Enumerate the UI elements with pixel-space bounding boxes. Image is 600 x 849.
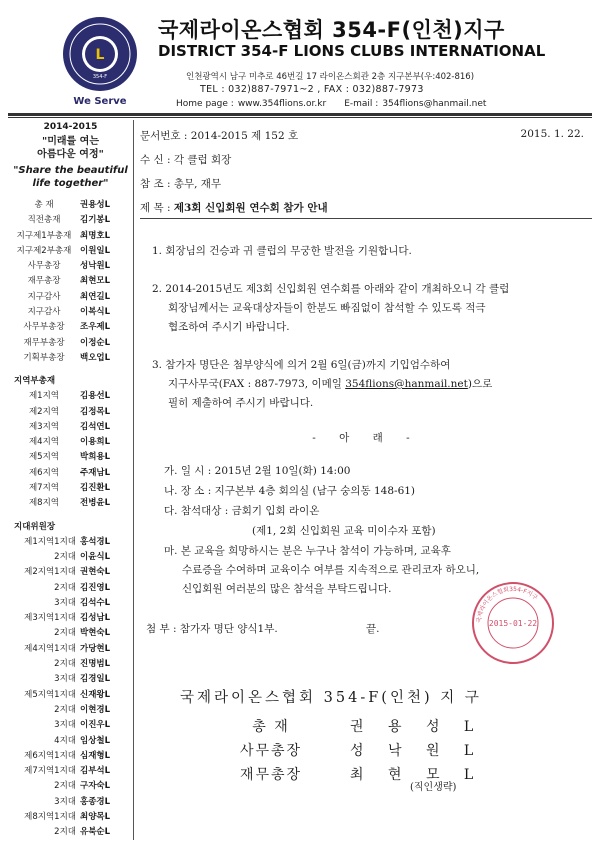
position-title: 지구제1부총재 xyxy=(16,230,72,241)
position-title: 사무총장 xyxy=(27,261,61,272)
position-title: 2지대 xyxy=(54,628,76,639)
item-datetime: 가. 일 시 : 2015년 2월 10일(화) 14:00 xyxy=(164,465,351,477)
position-title: 2지대 xyxy=(54,704,76,715)
sidebar-row xyxy=(8,779,133,794)
position-title: 2지대 xyxy=(54,582,76,593)
member-name: 조우제L xyxy=(80,322,111,333)
member-name: 박희용L xyxy=(80,452,111,463)
member-name: 이정순L xyxy=(80,337,111,348)
email-label: E-mail : xyxy=(344,99,379,109)
member-name: 김석수L xyxy=(80,597,111,608)
position-title: 3지대 xyxy=(54,720,76,731)
officer-sidebar xyxy=(8,120,134,840)
sidebar-row xyxy=(8,764,133,779)
member-name: 주재남L xyxy=(80,467,111,478)
position-title: 제6지역1지대 xyxy=(24,750,76,761)
member-name: 이원일L xyxy=(80,245,111,256)
document-date: 2015. 1. 22. xyxy=(520,128,584,140)
member-name: 최양목L xyxy=(80,811,111,822)
member-name: 홍석경L xyxy=(80,536,111,547)
sidebar-row xyxy=(8,450,133,465)
position-title: 제7지역 xyxy=(28,483,60,494)
position-title: 3지대 xyxy=(54,597,76,608)
member-name: 김석연L xyxy=(80,421,111,432)
member-name: 박현숙L xyxy=(80,628,111,639)
letterhead xyxy=(0,0,600,120)
member-name: 김부석L xyxy=(80,766,111,777)
sidebar-row xyxy=(8,351,133,366)
position-title: 제8지역 xyxy=(28,498,60,509)
member-name: 최연길L xyxy=(80,291,111,302)
org-tel-fax: TEL : 032)887-7971~2 , FAX : 032)887-7973 xyxy=(200,84,424,95)
member-name: 전병윤L xyxy=(80,498,111,509)
recipient: 수 신 : 각 클럽 회장 xyxy=(140,154,232,166)
sidebar-row xyxy=(8,734,133,749)
position-title: 재무부총장 xyxy=(23,337,65,348)
member-name: 김경일L xyxy=(80,674,111,685)
position-title: 사무부총장 xyxy=(23,322,65,333)
member-name: 김기봉L xyxy=(80,215,111,226)
region-list xyxy=(8,389,133,511)
subject-label: 제 목 : xyxy=(140,202,171,214)
attachment: 첨 부 : 참가자 명단 양식1부. xyxy=(146,623,278,635)
org-web-email xyxy=(176,99,490,109)
position-title: 제3지역 xyxy=(28,421,60,432)
sidebar-row xyxy=(8,320,133,335)
position-title: 2지대 xyxy=(54,827,76,838)
org-title-korean: 국제라이온스협회 354-F(인천)지구 xyxy=(158,18,505,42)
sidebar-row xyxy=(8,611,133,626)
sidebar-row xyxy=(8,244,133,259)
position-title: 제6지역 xyxy=(28,467,60,478)
sidebar-row xyxy=(8,305,133,320)
sidebar-row xyxy=(8,259,133,274)
sidebar-row xyxy=(8,420,133,435)
position-title: 제3지역1지대 xyxy=(24,613,76,624)
subject-text: 제3회 신입회원 연수회 참가 안내 xyxy=(173,202,328,214)
paragraph-2: 2. 2014-2015년도 제3회 신입회원 연수회를 아래와 같이 개최하오니 각 클럽 회장님께서는 교육대상자들이 한분도 빠짐없이 참석할 수 있도록 적극 협조하여 주시기 바랍니다. xyxy=(152,283,510,333)
member-name: 이현경L xyxy=(80,704,111,715)
member-name: 이진우L xyxy=(80,720,111,731)
position-title: 2지대 xyxy=(54,781,76,792)
sidebar-row xyxy=(8,810,133,825)
home-link[interactable]: www.354flions.or.kr xyxy=(237,99,327,109)
sidebar-row xyxy=(8,274,133,289)
sidebar-row xyxy=(8,581,133,596)
member-name: 김성남L xyxy=(80,613,111,624)
position-title: 4지대 xyxy=(54,735,76,746)
letter-body xyxy=(140,120,592,840)
slogan-english: "Share the beautiful life together" xyxy=(13,165,128,189)
member-name: 이복식L xyxy=(80,307,111,318)
sidebar-row xyxy=(8,657,133,672)
sidebar-row xyxy=(8,229,133,244)
member-name: 권현숙L xyxy=(80,567,111,578)
position-title: 재무총장 xyxy=(27,276,61,287)
email-link[interactable]: 354flions@hanmail.net xyxy=(382,99,487,109)
sidebar-row xyxy=(8,596,133,611)
sidebar-row xyxy=(8,795,133,810)
home-label: Home page : xyxy=(176,99,234,109)
sidebar-row xyxy=(8,198,133,213)
we-serve-motto: We Serve xyxy=(73,96,127,107)
sidebar-row xyxy=(8,825,133,840)
item-location: 나. 장 소 : 지구본부 4층 회의실 (남구 숭의동 148-61) xyxy=(164,485,416,497)
position-title: 3지대 xyxy=(54,796,76,807)
member-name: 이용희L xyxy=(80,437,111,448)
member-name: 신재왕L xyxy=(80,689,111,700)
email-link-body[interactable]: 354flions@hanmail.net xyxy=(345,378,468,390)
paragraph-3: 3. 참가자 명단은 첨부양식에 의거 2월 6일(금)까지 기입엄수하여 지구사무국(FAX : 887-7973, 이메일 354flions@hanmail.net)으로 필히 제출하여 주시기 바랍니다. xyxy=(152,359,493,409)
slogan-korean: "미래를 여는 아름다운 여정" xyxy=(37,136,104,160)
position-title: 2지대 xyxy=(54,551,76,562)
signer-role: 총 재 xyxy=(252,719,290,735)
sidebar-row xyxy=(8,405,133,420)
position-title: 제5지역 xyxy=(28,452,60,463)
sidebar-row xyxy=(8,550,133,565)
zone-list xyxy=(8,535,133,841)
position-title: 지구감사 xyxy=(27,307,61,318)
sidebar-row xyxy=(8,565,133,580)
sidebar-year: 2014-2015 xyxy=(43,122,98,132)
member-name: 임상철L xyxy=(80,735,111,746)
position-title: 제4지역1지대 xyxy=(24,643,76,654)
position-title: 제8지역1지대 xyxy=(24,811,76,822)
member-name: 김정목L xyxy=(80,406,111,417)
position-title: 제2지역 xyxy=(28,406,60,417)
sidebar-row xyxy=(8,703,133,718)
member-name: 가당현L xyxy=(80,643,111,654)
position-title: 기획부총장 xyxy=(23,352,65,363)
sidebar-row xyxy=(8,496,133,511)
sidebar-row xyxy=(8,336,133,351)
org-title-english: DISTRICT 354-F LIONS CLUBS INTERNATIONAL xyxy=(158,42,546,60)
signer-name: 최 현 모 L xyxy=(350,767,484,783)
svg-text:354-F: 354-F xyxy=(92,74,108,80)
sidebar-row xyxy=(8,688,133,703)
position-title: 총 재 xyxy=(34,200,54,210)
member-name: 성낙원L xyxy=(80,261,111,272)
position-title: 제1지역 xyxy=(28,391,60,402)
member-name: 김진영L xyxy=(80,582,111,593)
sidebar-row xyxy=(8,749,133,764)
svg-text:L: L xyxy=(95,47,105,63)
member-name: 진명범L xyxy=(80,659,111,670)
sidebar-row xyxy=(8,389,133,404)
paragraph-1: 1. 회장님의 건승과 귀 클럽의 무궁한 발전을 기원합니다. xyxy=(152,245,412,257)
position-title: 제5지역1지대 xyxy=(24,689,76,700)
member-name: 최현모L xyxy=(80,276,111,287)
position-title: 직전총재 xyxy=(27,215,61,226)
sidebar-row xyxy=(8,718,133,733)
seal-ring-text: 국제라이온스협회354-F지구 xyxy=(475,585,539,624)
signer-role: 사무총장 xyxy=(239,743,303,759)
member-name: 김진환L xyxy=(80,483,111,494)
region-heading: 지역부총재 xyxy=(14,376,56,387)
position-title: 지구제2부총재 xyxy=(16,245,72,256)
member-name: 구자숙L xyxy=(80,781,111,792)
member-name: 심재형L xyxy=(80,750,111,761)
member-name: 김용선L xyxy=(80,391,111,402)
subject-line xyxy=(140,200,328,215)
member-name: 유북순L xyxy=(80,827,111,838)
member-name: 이윤식L xyxy=(80,551,111,562)
seal-omitted-note: (직인생략) xyxy=(410,782,457,793)
header-rule xyxy=(8,113,592,116)
sidebar-row xyxy=(8,626,133,641)
position-title: 2지대 xyxy=(54,659,76,670)
signature-org: 국제라이온스협회 354-F(인천) 지 구 xyxy=(180,690,482,706)
sidebar-row xyxy=(8,290,133,305)
sidebar-row xyxy=(8,672,133,687)
zone-heading: 지대위원장 xyxy=(14,521,56,532)
header-rule-thin xyxy=(8,117,592,118)
signer-name: 성 낙 원 L xyxy=(350,743,484,759)
item-attendees: 다. 참석대상 : 금회기 입회 라이온 xyxy=(164,505,320,517)
item-notice: 마. 본 교육을 희망하시는 분은 누구나 참석이 가능하며, 교육후 수료증을 수여하며 교육이수 여부를 지속적으로 관리코자 하오니, 신입회원 여러분의 많은 참석을 부탁드립니다. xyxy=(164,545,480,595)
sidebar-row xyxy=(8,535,133,550)
position-title: 제4지역 xyxy=(28,437,60,448)
signer-role: 재무총장 xyxy=(239,767,303,783)
org-address: 인천광역시 남구 미추로 46번길 17 라이온스회관 2층 지구본부(우:402-816) xyxy=(186,72,475,82)
below-heading: - 아 래 - xyxy=(312,432,420,444)
position-title: 제1지역1지대 xyxy=(24,536,76,547)
position-title: 3지대 xyxy=(54,674,76,685)
seal-date: 2015-01-22 xyxy=(488,619,538,628)
sidebar-row xyxy=(8,466,133,481)
member-name: 홍종경L xyxy=(80,796,111,807)
sidebar-row xyxy=(8,213,133,228)
meta-divider xyxy=(140,218,592,219)
position-title: 지구감사 xyxy=(27,291,61,302)
sidebar-row xyxy=(8,642,133,657)
sidebar-row xyxy=(8,435,133,450)
end-mark: 끝. xyxy=(366,623,380,635)
official-seal xyxy=(470,580,556,666)
member-name: 백오업L xyxy=(80,352,111,363)
signer-name: 권 용 성 L xyxy=(350,719,484,735)
position-title: 제7지역1지대 xyxy=(24,766,76,777)
position-title: 제2지역1지대 xyxy=(24,567,76,578)
lions-logo xyxy=(62,16,138,92)
document-number: 문서번호 : 2014-2015 제 152 호 xyxy=(140,130,299,142)
officer-list xyxy=(8,198,133,366)
reference: 참 조 : 총무, 재무 xyxy=(140,178,222,190)
item-attendees-note: (제1, 2회 신입회원 교육 미이수자 포함) xyxy=(252,525,436,537)
member-name: 권용성L xyxy=(80,200,111,210)
sidebar-row xyxy=(8,481,133,496)
member-name: 최명호L xyxy=(80,230,111,241)
